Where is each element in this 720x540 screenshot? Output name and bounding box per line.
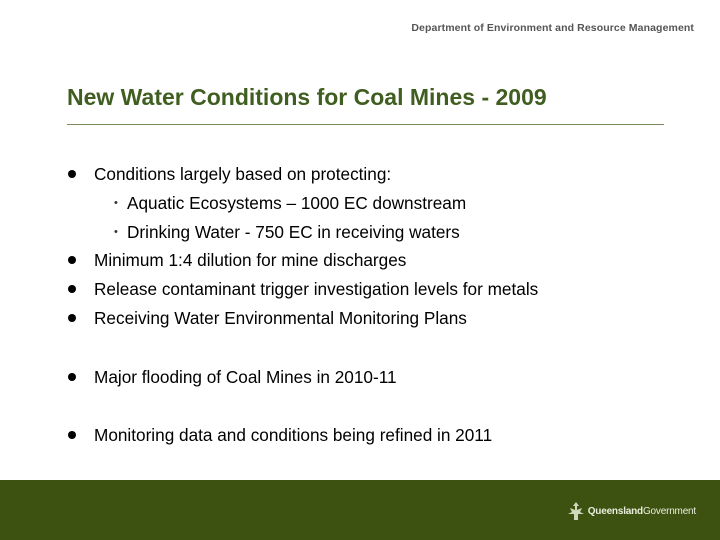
queensland-government-logo — [566, 500, 696, 522]
logo-thin-text: Government — [642, 505, 696, 517]
bullet-item: Receiving Water Environmental Monitoring Plans — [94, 308, 467, 328]
sub-bullet-item: Aquatic Ecosystems – 1000 EC downstream — [127, 193, 467, 213]
bullet-dot-icon — [68, 285, 76, 293]
bullet-item: Major flooding of Coal Mines in 2010-11 — [94, 367, 397, 387]
bullet-dot-icon — [68, 373, 76, 381]
bullet-item: Conditions largely based on protecting: — [94, 164, 392, 184]
department-header: Department of Environment and Resource Management — [411, 22, 694, 34]
logo-text — [588, 506, 696, 517]
sub-bullet-icon: • — [114, 226, 118, 238]
bullet-item: Release contaminant trigger investigation levels for metals — [94, 279, 539, 299]
bullet-dot-icon — [68, 170, 76, 178]
bullet-item: Minimum 1:4 dilution for mine discharges — [94, 250, 407, 270]
coat-of-arms-icon — [566, 500, 586, 522]
bullet-dot-icon — [68, 431, 76, 439]
logo-bold-text: Queensland — [587, 505, 643, 517]
bullet-dot-icon — [68, 314, 76, 322]
sub-bullet-item: Drinking Water - 750 EC in receiving waters — [127, 222, 460, 242]
bullet-dot-icon — [68, 256, 76, 264]
bullet-item: Monitoring data and conditions being refined in 2011 — [94, 425, 493, 445]
footer-band — [0, 480, 720, 540]
title-divider — [67, 124, 664, 125]
sub-bullet-icon: • — [114, 197, 118, 209]
slide-title: New Water Conditions for Coal Mines - 2009 — [67, 84, 547, 110]
